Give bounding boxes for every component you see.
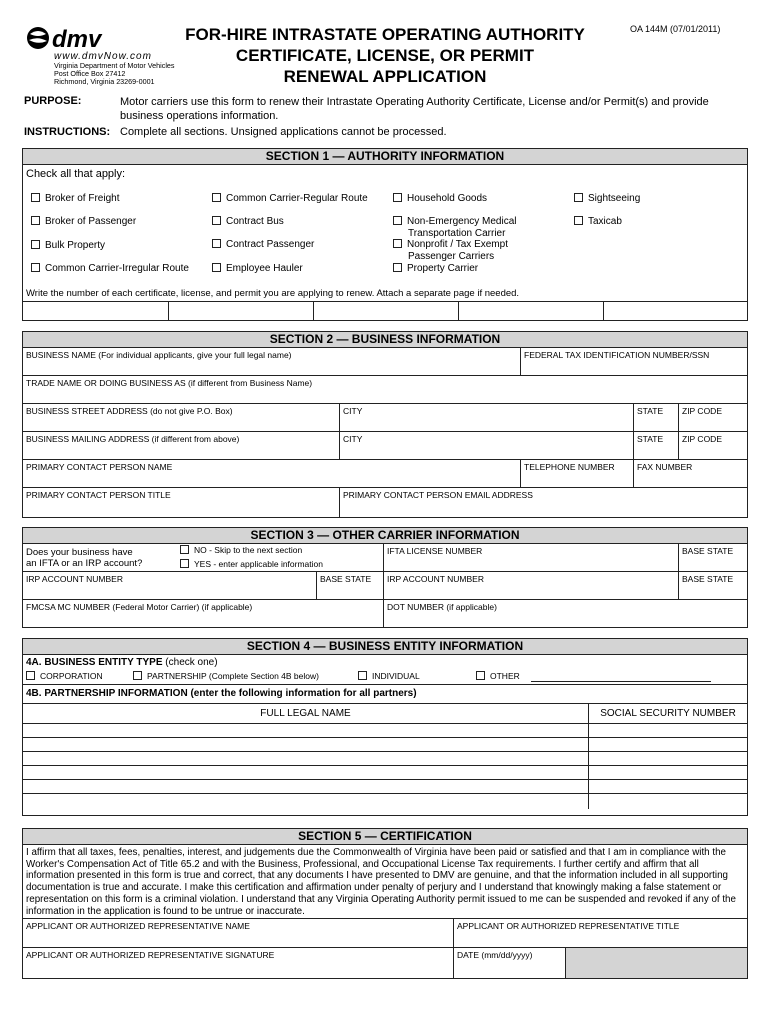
dmv-url: www.dmvNow.com	[54, 51, 152, 62]
option-label: NO - Skip to the next section	[194, 545, 303, 555]
rep-title-field[interactable]: APPLICANT OR AUTHORIZED REPRESENTATIVE TITLE	[453, 919, 747, 947]
title-line: RENEWAL APPLICATION	[283, 67, 487, 86]
entity-type-row	[23, 655, 747, 685]
checkbox[interactable]	[31, 216, 40, 225]
fmcsa-field[interactable]: FMCSA MC NUMBER (Federal Motor Carrier) (if applicable)	[26, 602, 253, 612]
option-common-regular[interactable]	[212, 193, 368, 205]
option-label: Contract Bus	[226, 216, 284, 227]
section-2-title: SECTION 2 — BUSINESS INFORMATION	[23, 332, 747, 348]
partner-name-field[interactable]	[23, 766, 588, 779]
partner-ssn-field[interactable]	[588, 780, 747, 793]
signature-field[interactable]: APPLICANT OR AUTHORIZED REPRESENTATIVE SIGNATURE	[26, 950, 275, 960]
office-use-shaded	[565, 948, 747, 978]
option-other[interactable]	[476, 671, 520, 681]
entity-type-label	[26, 657, 218, 668]
option-broker-freight[interactable]	[31, 193, 119, 205]
partner-row	[23, 724, 747, 738]
checkbox[interactable]	[476, 671, 485, 680]
zip-field[interactable]: ZIP CODE	[678, 404, 747, 431]
checkbox[interactable]	[393, 216, 402, 225]
option-label: INDIVIDUAL	[372, 671, 420, 681]
mailing-city-field[interactable]: CITY	[339, 432, 633, 459]
form-number: OA 144M (07/01/2011)	[630, 24, 721, 34]
contact-title-field[interactable]: PRIMARY CONTACT PERSON TITLE	[26, 490, 171, 500]
title-line: CERTIFICATE, LICENSE, OR PERMIT	[235, 46, 535, 65]
title-line: FOR-HIRE INTRASTATE OPERATING AUTHORITY	[185, 25, 585, 44]
option-label: Common Carrier-Regular Route	[226, 193, 368, 204]
option-label: Bulk Property	[45, 240, 106, 251]
contact-name-field[interactable]: PRIMARY CONTACT PERSON NAME	[26, 462, 173, 472]
section-4	[22, 638, 748, 816]
irp-account-field[interactable]: IRP ACCOUNT NUMBER	[26, 574, 123, 584]
certificate-number-field[interactable]	[458, 302, 603, 321]
certification-row	[23, 845, 747, 919]
question-line: an IFTA or an IRP account?	[26, 558, 143, 569]
option-nonemergency[interactable]	[393, 216, 517, 240]
form-title	[170, 24, 600, 87]
partner-row	[23, 780, 747, 794]
telephone-field[interactable]: TELEPHONE NUMBER	[520, 460, 633, 487]
option-label: YES - enter applicable information	[194, 559, 323, 569]
option-corporation[interactable]	[26, 671, 103, 681]
rep-name-row	[23, 919, 747, 948]
checkbox[interactable]	[212, 263, 221, 272]
partner-name-field[interactable]	[23, 794, 588, 809]
trade-name-row	[23, 376, 747, 404]
partner-row	[23, 794, 747, 809]
option-label: CORPORATION	[40, 671, 103, 681]
section-1	[22, 148, 748, 321]
contact-title-row	[23, 488, 747, 517]
option-label: PARTNERSHIP (Complete Section 4B below)	[147, 671, 319, 681]
partner-name-field[interactable]	[23, 738, 588, 751]
option-label-line2: Transportation Carrier	[408, 228, 506, 239]
purpose-text: Motor carriers use this form to renew their Intrastate Operating Authority Certificate, License and/or Permit(s) and provide business operations information.	[120, 96, 709, 122]
section-5	[22, 828, 748, 979]
partner-ssn-field[interactable]	[588, 794, 747, 809]
option-label: Non-Emergency Medical	[407, 216, 517, 227]
partner-row	[23, 766, 747, 780]
option-label: Employee Hauler	[226, 263, 303, 274]
address-line: Virginia Department of Motor Vehicles	[54, 61, 175, 70]
section-2	[22, 331, 748, 518]
checkbox[interactable]	[26, 671, 35, 680]
checkbox[interactable]	[574, 216, 583, 225]
checkbox[interactable]	[212, 216, 221, 225]
option-common-irregular[interactable]	[31, 263, 189, 275]
option-label: Property Carrier	[407, 263, 479, 274]
checkbox[interactable]	[31, 263, 40, 272]
business-name-row	[23, 348, 747, 376]
dot-field[interactable]: DOT NUMBER (if applicable)	[383, 600, 747, 627]
irp-base-state-field-2[interactable]: BASE STATE	[678, 572, 747, 599]
option-partnership[interactable]	[133, 671, 319, 681]
other-entity-input[interactable]	[531, 681, 711, 682]
question-text	[26, 547, 142, 569]
section-4-title: SECTION 4 — BUSINESS ENTITY INFORMATION	[23, 639, 747, 655]
fax-field[interactable]: FAX NUMBER	[633, 460, 747, 487]
partner-row	[23, 752, 747, 766]
section-5-title: SECTION 5 — CERTIFICATION	[23, 829, 747, 845]
option-nonprofit[interactable]	[393, 239, 508, 263]
option-individual[interactable]	[358, 671, 420, 681]
write-number-note: Write the number of each certificate, license, and permit you are applying to renew. Attach a separate page if needed.	[26, 288, 520, 299]
checkbox[interactable]	[180, 545, 189, 554]
mailing-state-field[interactable]: STATE	[633, 432, 678, 459]
check-all-label: Check all that apply:	[26, 168, 126, 180]
fein-field[interactable]: FEDERAL TAX IDENTIFICATION NUMBER/SSN	[520, 348, 747, 375]
option-yes[interactable]	[180, 559, 323, 569]
street-address-field[interactable]: BUSINESS STREET ADDRESS (do not give P.O. Box)	[26, 406, 233, 416]
instructions-label: INSTRUCTIONS:	[24, 126, 111, 138]
certificate-number-field[interactable]	[603, 302, 748, 321]
partner-name-field[interactable]	[23, 724, 588, 737]
mailing-zip-field[interactable]: ZIP CODE	[678, 432, 747, 459]
certificate-number-field[interactable]	[168, 302, 313, 321]
date-field[interactable]: DATE (mm/dd/yyyy)	[453, 948, 565, 978]
mailing-address-field[interactable]: BUSINESS MAILING ADDRESS (if different from above)	[26, 434, 240, 444]
checkbox[interactable]	[180, 559, 189, 568]
city-field[interactable]: CITY	[339, 404, 633, 431]
checkbox[interactable]	[393, 193, 402, 202]
partner-name-field[interactable]	[23, 752, 588, 765]
partner-ssn-field[interactable]	[588, 724, 747, 737]
contact-name-row	[23, 460, 747, 488]
option-property[interactable]	[393, 263, 478, 275]
option-taxicab[interactable]	[574, 216, 622, 228]
full-name-header: FULL LEGAL NAME	[260, 708, 351, 719]
option-label: Sightseeing	[588, 193, 641, 204]
option-label: Broker of Freight	[45, 193, 120, 204]
option-contract-bus[interactable]	[212, 216, 284, 228]
entity-type-note: (check one)	[165, 657, 218, 668]
business-name-field[interactable]: BUSINESS NAME (For individual applicants, give your full legal name)	[26, 350, 292, 360]
option-sightseeing[interactable]	[574, 193, 640, 205]
option-no[interactable]	[180, 545, 302, 555]
option-household[interactable]	[393, 193, 487, 205]
checkbox[interactable]	[212, 239, 221, 248]
checkbox[interactable]	[393, 239, 402, 248]
partner-ssn-field[interactable]	[588, 766, 747, 779]
checkbox[interactable]	[31, 193, 40, 202]
entity-type-title: 4A. BUSINESS ENTITY TYPE	[26, 657, 163, 668]
checkbox[interactable]	[212, 193, 221, 202]
certificate-number-row	[23, 301, 747, 321]
mailing-address-row	[23, 432, 747, 460]
option-label: Household Goods	[407, 193, 488, 204]
question-line: Does your business have	[26, 547, 133, 558]
section-1-title: SECTION 1 — AUTHORITY INFORMATION	[23, 149, 747, 165]
ifta-base-state-field[interactable]: BASE STATE	[678, 544, 747, 571]
option-label: Taxicab	[588, 216, 622, 227]
address-line: Post Office Box 27412	[54, 69, 126, 78]
option-employee-hauler[interactable]	[212, 263, 303, 275]
option-label: OTHER	[490, 671, 520, 681]
dmv-address	[54, 62, 175, 86]
option-label: Broker of Passenger	[45, 216, 137, 227]
state-field[interactable]: STATE	[633, 404, 678, 431]
street-address-row	[23, 404, 747, 432]
instructions-text: Complete all sections. Unsigned applications cannot be processed.	[120, 126, 447, 138]
address-line: Richmond, Virginia 23269-0001	[54, 77, 155, 86]
trade-name-field[interactable]: TRADE NAME OR DOING BUSINESS AS (if different from Business Name)	[26, 378, 313, 388]
checkbox[interactable]	[358, 671, 367, 680]
option-contract-passenger[interactable]	[212, 239, 314, 251]
option-broker-passenger[interactable]	[31, 216, 136, 228]
ifta-license-field[interactable]: IFTA LICENSE NUMBER	[383, 544, 678, 571]
partnership-head-row	[23, 685, 747, 704]
checkbox[interactable]	[133, 671, 142, 680]
irp-row	[23, 572, 747, 600]
option-bulk[interactable]	[31, 240, 105, 252]
fmcsa-row	[23, 600, 747, 627]
purpose-label: PURPOSE:	[24, 95, 82, 107]
checkbox[interactable]	[31, 240, 40, 249]
checkbox[interactable]	[574, 193, 583, 202]
partner-ssn-field[interactable]	[588, 738, 747, 751]
ssn-header: SOCIAL SECURITY NUMBER	[588, 704, 747, 723]
section-3-title: SECTION 3 — OTHER CARRIER INFORMATION	[23, 528, 747, 544]
email-field[interactable]: PRIMARY CONTACT PERSON EMAIL ADDRESS	[339, 488, 747, 517]
dmv-wordmark: dmv	[52, 26, 102, 53]
partner-ssn-field[interactable]	[588, 752, 747, 765]
option-label-line2: Passenger Carriers	[408, 251, 495, 262]
irp-base-state-field[interactable]: BASE STATE	[316, 572, 383, 599]
partner-header-row	[23, 704, 747, 724]
option-label: Nonprofit / Tax Exempt	[407, 239, 508, 250]
partnership-heading: 4B. PARTNERSHIP INFORMATION (enter the following information for all partners)	[26, 688, 417, 699]
ifta-row	[23, 544, 747, 572]
certificate-number-field[interactable]	[313, 302, 458, 321]
certification-text: I affirm that all taxes, fees, penalties, interest, and judgements due the Commonwealth of Virginia have been paid or satisfied and that I am in compliance with the Worker's Compensation Act of Title 65.2 and with the Business, Professional, and Occupational License Tax requirements. I further certify and affirm that all information presented in this form is true and correct, that any documents I have presented to DMV are genuine, and that the information included in all supporting documentation is true and accurate. I make this certification and affirmation under penalty of perjury and I understand that knowingly making a false statement or representation on this form is a criminal violation. I understand that any Virginia Operating Authority permit issued to me can be suspended and revoked if any of the information in the application is found to be untrue or inaccurate.	[26, 847, 736, 917]
ifta-irp-question	[23, 544, 383, 571]
option-label: Contract Passenger	[226, 239, 315, 250]
partner-row	[23, 738, 747, 752]
certificate-number-field[interactable]	[23, 302, 168, 321]
checkbox[interactable]	[393, 263, 402, 272]
partner-name-field[interactable]	[23, 780, 588, 793]
option-label: Common Carrier-Irregular Route	[45, 263, 189, 274]
irp-account-field-2[interactable]: IRP ACCOUNT NUMBER	[383, 572, 678, 599]
section-3	[22, 527, 748, 628]
signature-row	[23, 948, 747, 978]
rep-name-field[interactable]: APPLICANT OR AUTHORIZED REPRESENTATIVE NAME	[26, 921, 250, 931]
